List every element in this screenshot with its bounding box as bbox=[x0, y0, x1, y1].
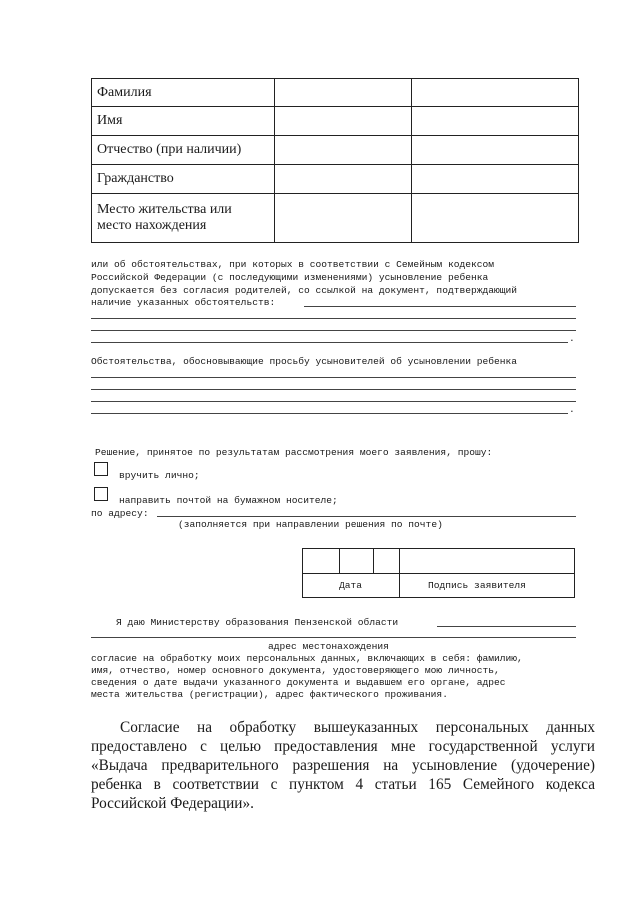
table-cell[interactable] bbox=[412, 79, 579, 107]
final-paragraph-text: Согласие на обработку вышеуказанных персональных данных предоставлено с целью предоставления мне государственной услуги «Выдача предварительного разрешения на усыновление (удочерение) ребенка в соответствии с пунктом 4 статьи 165 Семейного кодекса Российской Федерации». bbox=[91, 719, 595, 812]
fill-line[interactable] bbox=[91, 389, 576, 390]
end-period: . bbox=[569, 404, 575, 415]
table-cell[interactable] bbox=[412, 136, 579, 165]
fill-line[interactable] bbox=[91, 377, 576, 378]
cell-divider bbox=[399, 573, 400, 597]
fill-line[interactable] bbox=[437, 626, 576, 627]
fill-line[interactable] bbox=[304, 306, 576, 307]
row-label-patronymic: Отчество (при наличии) bbox=[92, 136, 275, 165]
table-cell[interactable] bbox=[275, 165, 412, 194]
checkbox-personal[interactable] bbox=[94, 462, 108, 476]
fill-line[interactable] bbox=[91, 637, 576, 638]
end-period: . bbox=[569, 333, 575, 344]
consent-line-1: согласие на обработку моих персональных данных, включающих в себя: фамилию, bbox=[91, 653, 523, 664]
table-cell[interactable] bbox=[412, 194, 579, 243]
cell-divider bbox=[399, 549, 400, 573]
table-row bbox=[92, 194, 579, 243]
fill-line[interactable] bbox=[91, 413, 568, 414]
circumstances-line-4: наличие указанных обстоятельств: bbox=[91, 297, 276, 308]
row-label-name: Имя bbox=[92, 107, 275, 136]
table-cell[interactable] bbox=[412, 107, 579, 136]
consent-intro: Я даю Министерству образования Пензенской области bbox=[116, 617, 399, 628]
date-label: Дата bbox=[339, 580, 363, 591]
circumstances-line-3: допускается без согласия родителей, со ссылкой на документ, подтверждающий bbox=[91, 285, 518, 296]
consent-line-3: сведения о дате выдачи указанного документа и выдавшем его органе, адрес bbox=[91, 677, 506, 688]
table-row bbox=[92, 107, 579, 136]
table-row bbox=[92, 79, 579, 107]
table-row bbox=[92, 165, 579, 194]
fill-line[interactable] bbox=[91, 401, 576, 402]
table-cell[interactable] bbox=[275, 136, 412, 165]
row-label-citizenship: Гражданство bbox=[92, 165, 275, 194]
cell-divider bbox=[339, 549, 340, 573]
fill-line[interactable] bbox=[91, 342, 568, 343]
signature-label: Подпись заявителя bbox=[428, 580, 526, 591]
row-label-residence: Место жительства или место нахождения bbox=[92, 194, 275, 243]
fill-line[interactable] bbox=[91, 330, 576, 331]
cell-divider bbox=[373, 549, 374, 573]
checkbox-mail[interactable] bbox=[94, 487, 108, 501]
decision-heading: Решение, принятое по результатам рассмотрения моего заявления, прошу: bbox=[95, 447, 493, 458]
option-personal-label: вручить лично; bbox=[119, 470, 200, 481]
table-row bbox=[92, 136, 579, 165]
circumstances-line-2: Российской Федерации (с последующими изменениями) усыновление ребенка bbox=[91, 272, 489, 283]
consent-address-hint: адрес местонахождения bbox=[268, 641, 389, 652]
address-label: по адресу: bbox=[91, 508, 149, 519]
table-cell[interactable] bbox=[275, 79, 412, 107]
circumstances-line-1: или об обстоятельствах, при которых в соответствии с Семейным кодексом bbox=[91, 259, 495, 270]
table-cell[interactable] bbox=[275, 194, 412, 243]
consent-line-4: места жительства (регистрации), адрес фактического проживания. bbox=[91, 689, 448, 700]
row-label-surname: Фамилия bbox=[92, 79, 275, 107]
row-divider bbox=[303, 573, 574, 574]
table-cell[interactable] bbox=[412, 165, 579, 194]
reasons-heading: Обстоятельства, обосновывающие просьбу усыновителей об усыновлении ребенка bbox=[91, 356, 518, 367]
consent-line-2: имя, отчество, номер основного документа, удостоверяющего мою личность, bbox=[91, 665, 500, 676]
option-mail-label: направить почтой на бумажном носителе; bbox=[119, 495, 338, 506]
signature-box bbox=[302, 548, 575, 598]
final-paragraph bbox=[91, 718, 595, 813]
address-fill-line[interactable] bbox=[157, 516, 576, 517]
fill-line[interactable] bbox=[91, 318, 576, 319]
address-hint: (заполняется при направлении решения по почте) bbox=[178, 519, 443, 530]
table-cell[interactable] bbox=[275, 107, 412, 136]
personal-data-table bbox=[91, 78, 579, 243]
